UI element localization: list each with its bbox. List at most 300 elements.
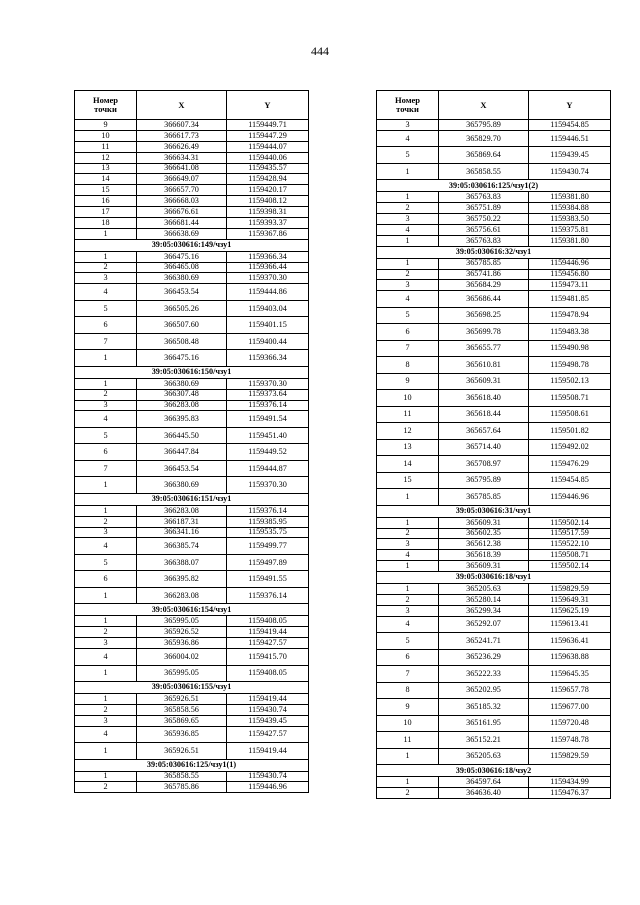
table-row [75, 782, 309, 793]
table-row [75, 130, 309, 141]
x-coordinate-cell: 365936.86 [137, 638, 227, 649]
x-coordinate-cell: 366447.84 [137, 444, 227, 461]
y-coordinate-cell: 1159370.30 [227, 378, 309, 389]
point-number-cell: 10 [377, 715, 439, 732]
y-coordinate-cell: 1159501.82 [529, 423, 611, 440]
table-row [75, 333, 309, 350]
table-row [377, 130, 611, 147]
table-row [377, 258, 611, 269]
table-row [75, 743, 309, 760]
point-number-cell: 1 [377, 192, 439, 203]
table-row [75, 389, 309, 400]
point-number-cell: 4 [377, 130, 439, 147]
table-row [377, 682, 611, 699]
point-number-cell: 2 [75, 389, 137, 400]
y-coordinate-cell: 1159451.40 [227, 427, 309, 444]
y-coordinate-cell: 1159366.34 [227, 350, 309, 367]
table-row [75, 228, 309, 239]
point-number-cell: 3 [75, 527, 137, 538]
table-row [377, 307, 611, 324]
y-coordinate-cell: 1159535.75 [227, 527, 309, 538]
x-coordinate-cell: 365280.14 [439, 594, 529, 605]
y-coordinate-cell: 1159481.85 [529, 291, 611, 308]
point-number-cell: 4 [75, 284, 137, 301]
y-coordinate-cell: 1159508.61 [529, 406, 611, 423]
table-row [377, 528, 611, 539]
y-coordinate-cell: 1159398.31 [227, 207, 309, 218]
point-number-cell: 9 [377, 373, 439, 390]
point-number-cell: 2 [377, 528, 439, 539]
point-number-cell: 11 [377, 406, 439, 423]
table-row [75, 665, 309, 682]
point-number-header-line1: Номер [395, 94, 420, 105]
point-number-cell: 3 [75, 400, 137, 411]
table-row [377, 203, 611, 214]
x-coordinate-cell: 366395.83 [137, 411, 227, 428]
point-number-cell: 2 [75, 262, 137, 273]
table-row [377, 616, 611, 633]
x-coordinate-cell: 366187.31 [137, 516, 227, 527]
point-number-cell: 3 [377, 120, 439, 131]
table-row [377, 324, 611, 341]
point-number-header [75, 91, 137, 120]
point-number-cell: 2 [75, 704, 137, 715]
y-coordinate-cell: 1159434.99 [529, 777, 611, 788]
point-number-cell: 10 [377, 390, 439, 407]
x-coordinate-cell: 365161.95 [439, 715, 529, 732]
y-coordinate-cell: 1159419.44 [227, 693, 309, 704]
section-title-row [75, 604, 309, 616]
x-coordinate-cell: 365612.38 [439, 539, 529, 550]
y-coordinate-cell: 1159366.44 [227, 262, 309, 273]
x-coordinate-cell: 365655.77 [439, 340, 529, 357]
y-coordinate-cell: 1159502.14 [529, 561, 611, 572]
point-number-cell: 4 [377, 291, 439, 308]
point-number-cell: 3 [377, 539, 439, 550]
x-header: X [137, 91, 227, 120]
y-coordinate-cell: 1159375.81 [529, 224, 611, 235]
table-row [75, 771, 309, 782]
y-coordinate-cell: 1159381.80 [529, 235, 611, 246]
point-number-cell: 18 [75, 218, 137, 229]
point-number-cell: 1 [75, 505, 137, 516]
x-coordinate-cell: 366388.07 [137, 554, 227, 571]
point-number-cell: 1 [75, 477, 137, 494]
x-coordinate-cell: 365609.31 [439, 517, 529, 528]
y-coordinate-cell: 1159502.14 [529, 517, 611, 528]
x-coordinate-cell: 366445.50 [137, 427, 227, 444]
table-row [377, 561, 611, 572]
point-number-cell: 12 [377, 423, 439, 440]
table-row [75, 120, 309, 131]
y-coordinate-cell: 1159522.10 [529, 539, 611, 550]
x-coordinate-cell: 366676.61 [137, 207, 227, 218]
point-number-cell: 4 [75, 538, 137, 555]
x-coordinate-cell: 365763.83 [439, 192, 529, 203]
y-header: Y [227, 91, 309, 120]
table-row [377, 594, 611, 605]
y-coordinate-cell: 1159381.80 [529, 192, 611, 203]
y-coordinate-cell: 1159430.74 [529, 163, 611, 180]
y-coordinate-cell: 1159720.48 [529, 715, 611, 732]
y-coordinate-cell: 1159636.41 [529, 633, 611, 650]
point-number-cell: 1 [75, 743, 137, 760]
x-coordinate-cell: 365657.64 [439, 423, 529, 440]
x-coordinate-cell: 365714.40 [439, 439, 529, 456]
table-row [75, 538, 309, 555]
table-row [75, 251, 309, 262]
y-coordinate-cell: 1159370.30 [227, 273, 309, 284]
point-number-cell: 5 [377, 147, 439, 164]
x-coordinate-cell: 366283.08 [137, 400, 227, 411]
x-coordinate-cell: 366668.03 [137, 196, 227, 207]
x-coordinate-cell: 365185.32 [439, 699, 529, 716]
point-number-cell: 15 [75, 185, 137, 196]
section-title-row [377, 180, 611, 192]
x-coordinate-cell: 365292.07 [439, 616, 529, 633]
table-row [75, 317, 309, 334]
point-number-cell: 1 [75, 587, 137, 604]
point-number-cell: 6 [75, 571, 137, 588]
table-row [377, 605, 611, 616]
section-title-row [75, 682, 309, 694]
point-number-header-line1: Номер [93, 94, 118, 105]
y-coordinate-cell: 1159829.59 [529, 748, 611, 765]
y-coordinate-cell: 1159419.44 [227, 743, 309, 760]
x-coordinate-cell: 365926.51 [137, 743, 227, 760]
point-number-cell: 3 [377, 605, 439, 616]
table-row [377, 340, 611, 357]
point-number-cell: 17 [75, 207, 137, 218]
section-title: 39:05:030616:32/чзу1 [377, 246, 611, 258]
table-row [75, 207, 309, 218]
table-row [377, 269, 611, 280]
table-row [377, 715, 611, 732]
table-row [377, 584, 611, 595]
point-number-cell: 11 [75, 141, 137, 152]
x-coordinate-cell: 365610.81 [439, 357, 529, 374]
table-row [75, 163, 309, 174]
y-coordinate-cell: 1159393.37 [227, 218, 309, 229]
point-number-cell: 2 [377, 787, 439, 798]
y-coordinate-cell: 1159613.41 [529, 616, 611, 633]
x-coordinate-cell: 366465.08 [137, 262, 227, 273]
x-coordinate-cell: 365858.56 [137, 704, 227, 715]
y-coordinate-cell: 1159449.71 [227, 120, 309, 131]
point-number-cell: 12 [75, 152, 137, 163]
x-coordinate-cell: 366004.02 [137, 649, 227, 666]
table-row [75, 185, 309, 196]
y-coordinate-cell: 1159492.02 [529, 439, 611, 456]
section-title: 39:05:030616:18/чзу2 [377, 765, 611, 777]
y-coordinate-cell: 1159502.13 [529, 373, 611, 390]
y-coordinate-cell: 1159376.14 [227, 400, 309, 411]
table-row [75, 587, 309, 604]
point-number-cell: 3 [75, 715, 137, 726]
table-row [75, 726, 309, 743]
y-coordinate-cell: 1159491.54 [227, 411, 309, 428]
y-coordinate-cell: 1159454.85 [529, 472, 611, 489]
table-row [377, 214, 611, 225]
point-number-cell: 2 [75, 627, 137, 638]
point-number-cell: 15 [377, 472, 439, 489]
point-number-cell: 9 [75, 120, 137, 131]
section-title: 39:05:030616:150/чзу1 [75, 366, 309, 378]
point-number-cell: 6 [75, 317, 137, 334]
y-coordinate-cell: 1159439.45 [529, 147, 611, 164]
y-coordinate-cell: 1159499.77 [227, 538, 309, 555]
x-coordinate-cell: 364636.40 [439, 787, 529, 798]
x-coordinate-cell: 365785.85 [439, 489, 529, 506]
table-row [75, 152, 309, 163]
y-coordinate-cell: 1159400.44 [227, 333, 309, 350]
y-coordinate-cell: 1159446.96 [227, 782, 309, 793]
y-coordinate-cell: 1159376.14 [227, 505, 309, 516]
point-number-cell: 6 [377, 649, 439, 666]
x-coordinate-cell: 365763.83 [439, 235, 529, 246]
table-row [377, 439, 611, 456]
x-coordinate-cell: 366649.07 [137, 174, 227, 185]
point-number-cell: 13 [377, 439, 439, 456]
y-coordinate-cell: 1159415.70 [227, 649, 309, 666]
point-number-cell: 1 [75, 378, 137, 389]
x-coordinate-cell: 366307.48 [137, 389, 227, 400]
y-coordinate-cell: 1159430.74 [227, 771, 309, 782]
y-coordinate-cell: 1159373.64 [227, 389, 309, 400]
y-coordinate-cell: 1159490.98 [529, 340, 611, 357]
x-coordinate-cell: 366507.60 [137, 317, 227, 334]
x-coordinate-cell: 365756.61 [439, 224, 529, 235]
x-coordinate-cell: 365795.89 [439, 472, 529, 489]
point-number-cell: 2 [377, 594, 439, 605]
point-number-cell: 8 [377, 682, 439, 699]
table-row [75, 378, 309, 389]
y-coordinate-cell: 1159645.35 [529, 666, 611, 683]
x-coordinate-cell: 365618.39 [439, 550, 529, 561]
y-coordinate-cell: 1159403.04 [227, 300, 309, 317]
point-number-cell: 3 [377, 280, 439, 291]
x-coordinate-cell: 365858.55 [439, 163, 529, 180]
y-coordinate-cell: 1159444.07 [227, 141, 309, 152]
x-coordinate-cell: 365926.52 [137, 627, 227, 638]
table-row [75, 693, 309, 704]
section-title-row [75, 759, 309, 771]
table-row [75, 638, 309, 649]
point-number-cell: 1 [377, 235, 439, 246]
y-coordinate-cell: 1159430.74 [227, 704, 309, 715]
point-number-cell: 1 [75, 251, 137, 262]
x-coordinate-cell: 365299.34 [439, 605, 529, 616]
y-coordinate-cell: 1159483.38 [529, 324, 611, 341]
x-coordinate-cell: 365686.44 [439, 291, 529, 308]
table-row [377, 406, 611, 423]
point-number-cell: 2 [75, 516, 137, 527]
point-number-cell: 14 [75, 174, 137, 185]
x-coordinate-cell: 366508.48 [137, 333, 227, 350]
point-number-cell: 7 [377, 340, 439, 357]
table-row [75, 141, 309, 152]
table-row [75, 350, 309, 367]
table-row [377, 373, 611, 390]
table-row [377, 489, 611, 506]
point-number-cell: 1 [377, 517, 439, 528]
x-coordinate-cell: 365602.35 [439, 528, 529, 539]
x-coordinate-cell: 366505.26 [137, 300, 227, 317]
point-number-cell: 1 [377, 584, 439, 595]
point-number-cell: 1 [75, 350, 137, 367]
table-row [377, 224, 611, 235]
table-row [377, 456, 611, 473]
y-coordinate-cell: 1159508.71 [529, 550, 611, 561]
table-row [75, 218, 309, 229]
y-coordinate-cell: 1159456.80 [529, 269, 611, 280]
y-coordinate-cell: 1159439.45 [227, 715, 309, 726]
point-number-cell: 5 [377, 307, 439, 324]
point-number-cell: 1 [377, 163, 439, 180]
table-row [75, 411, 309, 428]
point-number-cell: 7 [377, 666, 439, 683]
y-coordinate-cell: 1159473.11 [529, 280, 611, 291]
table-row [75, 460, 309, 477]
x-coordinate-cell: 365241.71 [439, 633, 529, 650]
x-coordinate-cell: 365936.85 [137, 726, 227, 743]
y-coordinate-cell: 1159657.78 [529, 682, 611, 699]
table-row [377, 472, 611, 489]
point-number-cell: 4 [75, 649, 137, 666]
x-coordinate-cell: 366626.49 [137, 141, 227, 152]
table-header-row [75, 91, 309, 120]
y-coordinate-cell: 1159497.89 [227, 554, 309, 571]
table-row [377, 163, 611, 180]
y-coordinate-cell: 1159476.29 [529, 456, 611, 473]
x-coordinate-cell: 366283.08 [137, 587, 227, 604]
table-row [75, 284, 309, 301]
y-coordinate-cell: 1159370.30 [227, 477, 309, 494]
point-number-cell: 1 [377, 777, 439, 788]
x-coordinate-cell: 365205.63 [439, 748, 529, 765]
x-coordinate-cell: 366341.16 [137, 527, 227, 538]
point-number-cell: 3 [75, 638, 137, 649]
y-coordinate-cell: 1159401.15 [227, 317, 309, 334]
y-coordinate-cell: 1159444.86 [227, 284, 309, 301]
x-coordinate-cell: 365152.21 [439, 732, 529, 749]
point-number-cell: 7 [75, 460, 137, 477]
table-row [75, 273, 309, 284]
y-coordinate-cell: 1159444.87 [227, 460, 309, 477]
point-number-cell: 7 [75, 333, 137, 350]
point-number-cell: 1 [377, 258, 439, 269]
x-coordinate-cell: 365708.97 [439, 456, 529, 473]
x-coordinate-cell: 365699.78 [439, 324, 529, 341]
table-header-row [377, 91, 611, 120]
section-title-row [75, 366, 309, 378]
point-number-cell: 14 [377, 456, 439, 473]
section-title-row [377, 505, 611, 517]
table-row [377, 235, 611, 246]
x-coordinate-cell: 365698.25 [439, 307, 529, 324]
section-title: 39:05:030616:149/чзу1 [75, 239, 309, 251]
section-title: 39:05:030616:31/чзу1 [377, 505, 611, 517]
y-coordinate-cell: 1159638.88 [529, 649, 611, 666]
x-coordinate-cell: 365858.55 [137, 771, 227, 782]
x-coordinate-cell: 365202.95 [439, 682, 529, 699]
y-coordinate-cell: 1159427.57 [227, 638, 309, 649]
table-row [75, 505, 309, 516]
x-coordinate-cell: 366617.73 [137, 130, 227, 141]
x-coordinate-cell: 366634.31 [137, 152, 227, 163]
point-number-cell: 9 [377, 699, 439, 716]
x-coordinate-cell: 365741.86 [439, 269, 529, 280]
y-coordinate-cell: 1159508.71 [529, 390, 611, 407]
table-row [75, 616, 309, 627]
point-number-cell: 2 [377, 203, 439, 214]
x-coordinate-cell: 366657.70 [137, 185, 227, 196]
y-coordinate-cell: 1159419.44 [227, 627, 309, 638]
table-row [377, 666, 611, 683]
y-coordinate-cell: 1159498.78 [529, 357, 611, 374]
x-coordinate-cell: 366395.82 [137, 571, 227, 588]
y-coordinate-cell: 1159435.57 [227, 163, 309, 174]
table-row [75, 174, 309, 185]
table-row [377, 357, 611, 374]
table-row [75, 444, 309, 461]
point-number-header-line2: точки [396, 104, 419, 114]
y-coordinate-cell: 1159476.37 [529, 787, 611, 798]
table-row [377, 732, 611, 749]
point-number-cell: 4 [75, 411, 137, 428]
point-number-cell: 1 [75, 616, 137, 627]
y-coordinate-cell: 1159385.95 [227, 516, 309, 527]
table-row [377, 539, 611, 550]
y-coordinate-cell: 1159367.86 [227, 228, 309, 239]
y-coordinate-cell: 1159446.51 [529, 130, 611, 147]
x-coordinate-cell: 364597.64 [439, 777, 529, 788]
point-number-cell: 1 [377, 561, 439, 572]
point-number-cell: 4 [377, 616, 439, 633]
x-coordinate-cell: 366638.69 [137, 228, 227, 239]
y-coordinate-cell: 1159383.50 [529, 214, 611, 225]
point-number-cell: 1 [377, 748, 439, 765]
point-number-cell: 1 [75, 771, 137, 782]
y-coordinate-cell: 1159449.52 [227, 444, 309, 461]
page-number: 444 [311, 44, 329, 58]
point-number-cell: 1 [75, 693, 137, 704]
y-coordinate-cell: 1159366.34 [227, 251, 309, 262]
table-row [75, 527, 309, 538]
y-coordinate-cell: 1159829.59 [529, 584, 611, 595]
table-row [75, 300, 309, 317]
x-coordinate-cell: 365785.85 [439, 258, 529, 269]
table-row [377, 423, 611, 440]
x-coordinate-cell: 366475.16 [137, 251, 227, 262]
x-coordinate-cell: 365869.65 [137, 715, 227, 726]
point-number-cell: 4 [377, 550, 439, 561]
section-title: 39:05:030616:151/чзу1 [75, 493, 309, 505]
y-coordinate-cell: 1159649.31 [529, 594, 611, 605]
x-coordinate-cell: 365795.89 [439, 120, 529, 131]
point-number-cell: 16 [75, 196, 137, 207]
y-coordinate-cell: 1159376.14 [227, 587, 309, 604]
point-number-cell: 4 [75, 726, 137, 743]
y-coordinate-cell: 1159517.59 [529, 528, 611, 539]
table-row [377, 633, 611, 650]
x-coordinate-cell: 366380.69 [137, 273, 227, 284]
table-row [75, 715, 309, 726]
section-title: 39:05:030616:125/чзу1(1) [75, 759, 309, 771]
y-coordinate-cell: 1159408.05 [227, 616, 309, 627]
x-coordinate-cell: 366283.08 [137, 505, 227, 516]
x-coordinate-cell: 365618.44 [439, 406, 529, 423]
